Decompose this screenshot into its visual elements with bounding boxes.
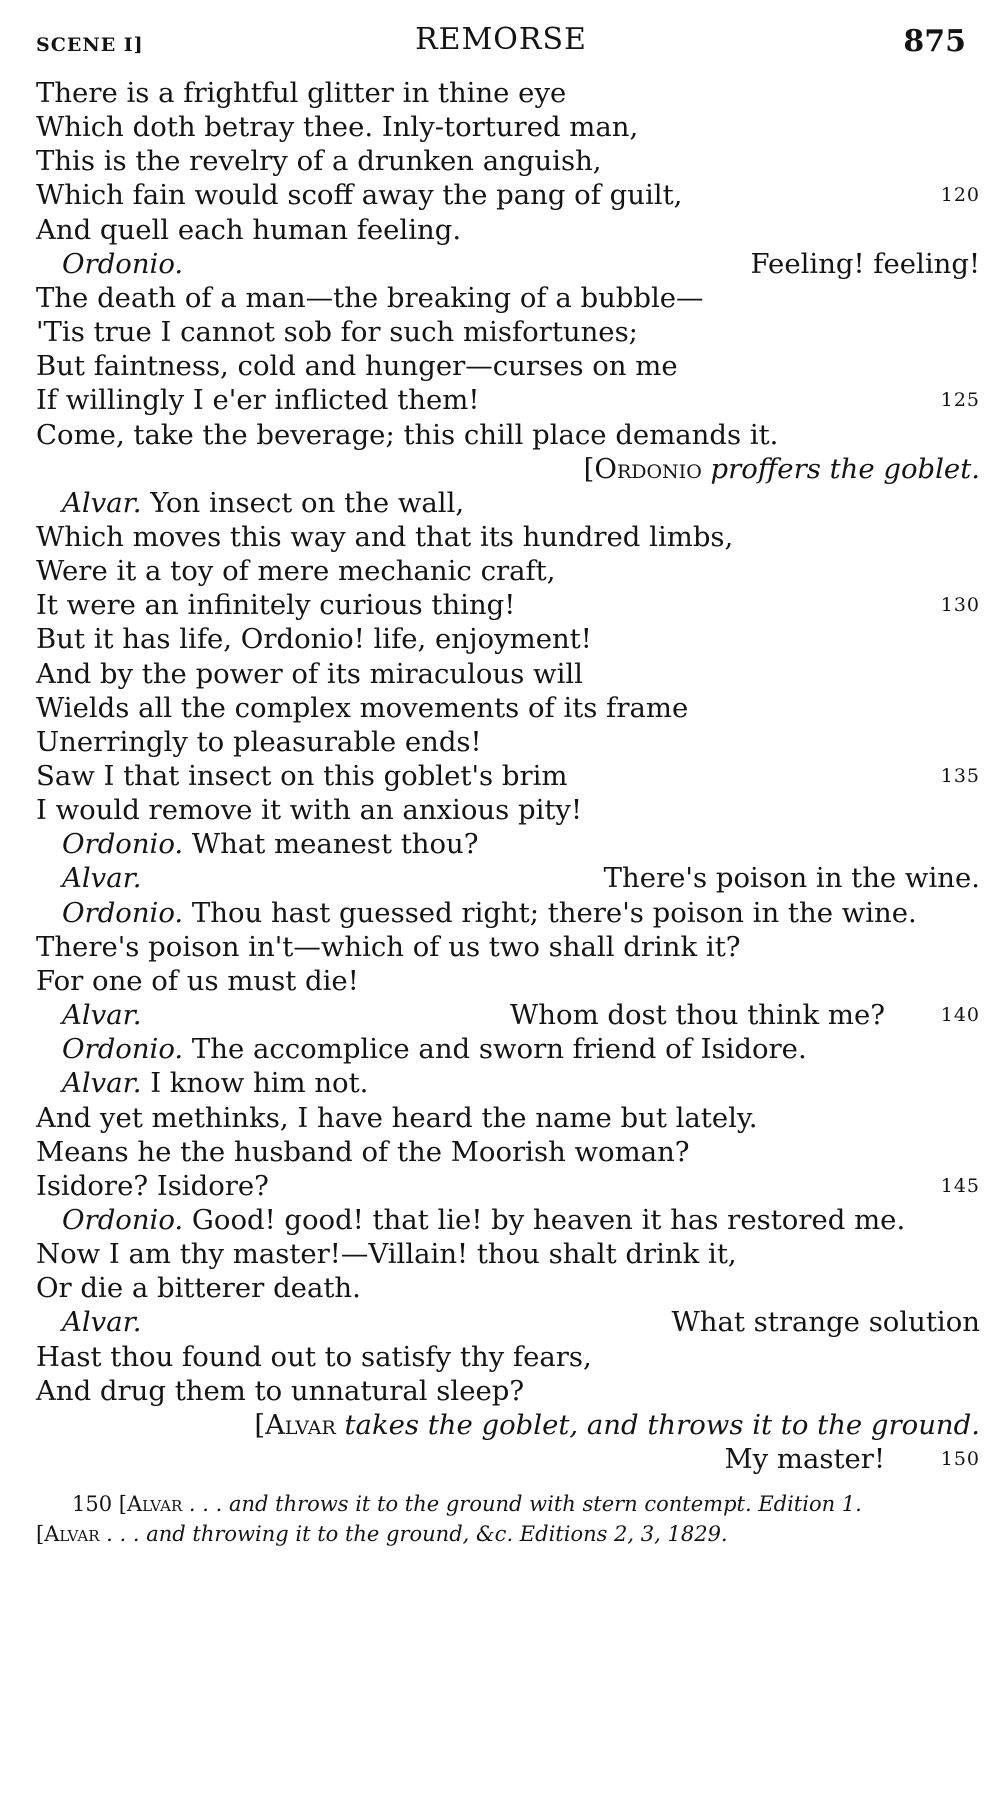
line-text: There's poison in't—which of us two shall drink it? [36, 930, 741, 963]
stage-action: proffers the goblet. [701, 452, 980, 485]
stage-character: [Alvar [254, 1408, 336, 1441]
line-number: 150 [940, 1448, 980, 1470]
line-text: My master! [724, 1443, 885, 1475]
footnote [72, 1487, 1000, 1521]
line-text: There is a frightful glitter in thine eye [36, 77, 567, 109]
line-number: 140 [940, 1004, 980, 1027]
line-text: For one of us must die! [36, 964, 359, 997]
line-text: Whom dost thou think me? [510, 999, 885, 1032]
line-text: Were it a toy of mere mechanic craft, [36, 555, 556, 588]
line-text: I would remove it with an anxious pity! [36, 794, 582, 827]
running-header [36, 22, 966, 62]
line-text: If willingly I e'er inflicted them! [36, 384, 480, 417]
line-text: 'Tis true I cannot sob for such misfortunes; [36, 316, 638, 349]
speaker-name: Alvar. [62, 999, 142, 1032]
line-text: And quell each human feeling. [36, 213, 462, 246]
line-number: 120 [940, 184, 980, 207]
footnote-text: . . . and throws it to the ground with stern contempt. Edition 1. [182, 1492, 862, 1517]
line-text: Which moves this way and that its hundred limbs, [36, 520, 734, 553]
line-text: Which doth betray thee. Inly-tortured man, [36, 111, 639, 144]
line-text: Saw I that insect on this goblet's brim [36, 760, 568, 792]
running-title: REMORSE [415, 22, 587, 57]
speaker-name: Ordonio. [62, 247, 184, 280]
scene-label: SCENE I] [36, 34, 144, 56]
speaker-name: Alvar. [62, 862, 142, 895]
line-text: The accomplice and sworn friend of Isidore. [183, 1033, 807, 1066]
line-text: What meanest thou? [183, 828, 479, 861]
line-text: Come, take the beverage; this chill place demands it. [36, 418, 779, 451]
line-text: Hast thou found out to satisfy thy fears, [36, 1340, 592, 1373]
line-text: Good! good! that lie! by heaven it has restored me. [183, 1203, 906, 1236]
line-number: 135 [940, 765, 980, 787]
line-text: And by the power of its miraculous will [36, 657, 583, 690]
stage-character: [Ordonio [583, 452, 702, 485]
line-number: 130 [940, 594, 980, 617]
line-text: This is the revelry of a drunken anguish, [36, 145, 602, 178]
line-number: 125 [940, 389, 980, 412]
line-text: But faintness, cold and hunger—curses on me [36, 350, 678, 383]
speaker-name: Alvar. [62, 1306, 142, 1339]
line-number: 145 [940, 1174, 980, 1197]
line-text: Isidore? Isidore? [36, 1169, 269, 1202]
verse-line [36, 1439, 980, 1479]
footnote-character: Alvar [44, 1522, 100, 1547]
line-text: Or die a bitterer death. [36, 1272, 361, 1305]
speaker-name: Ordonio. [62, 1033, 184, 1066]
line-text: But it has life, Ordonio! life, enjoyment! [36, 623, 592, 656]
line-text: I know him not. [141, 1067, 369, 1100]
speaker-name: Ordonio. [62, 1203, 184, 1236]
line-text: Means he the husband of the Moorish woman? [36, 1135, 690, 1168]
line-text: Wields all the complex movements of its frame [36, 691, 689, 724]
line-text: Thou hast guessed right; there's poison in the wine. [183, 896, 917, 929]
line-text: What strange solution [671, 1306, 980, 1339]
footnote-lead: [ [36, 1522, 45, 1547]
line-text: Now I am thy master!—Villain! thou shalt drink it, [36, 1238, 737, 1271]
line-text: And drug them to unnatural sleep? [36, 1374, 525, 1407]
line-text: Unerringly to pleasurable ends! [36, 725, 482, 758]
line-text: It were an infinitely curious thing! [36, 589, 516, 622]
page-number: 875 [903, 24, 966, 59]
speaker-name: Ordonio. [62, 896, 184, 929]
footnote [36, 1517, 980, 1551]
line-text: And yet methinks, I have heard the name but lately. [36, 1101, 758, 1134]
stage-action: takes the goblet, and throws it to the ground. [335, 1408, 980, 1441]
line-text: There's poison in the wine. [603, 862, 980, 895]
line-text: The death of a man—the breaking of a bubble— [36, 281, 704, 314]
speaker-name: Alvar. [62, 486, 142, 519]
line-text: Yon insect on the wall, [141, 486, 465, 519]
footnote-character: Alvar [126, 1492, 183, 1517]
speaker-name: Alvar. [62, 1067, 142, 1100]
line-text: Feeling! feeling! [750, 247, 980, 280]
line-text: Which fain would scoff away the pang of guilt, [36, 179, 683, 212]
speaker-name: Ordonio. [62, 828, 184, 861]
footnote-text: . . . and throwing it to the ground, &c. Editions 2, 3, 1829. [99, 1522, 728, 1547]
footnote-lead: 150 [ [72, 1492, 127, 1517]
